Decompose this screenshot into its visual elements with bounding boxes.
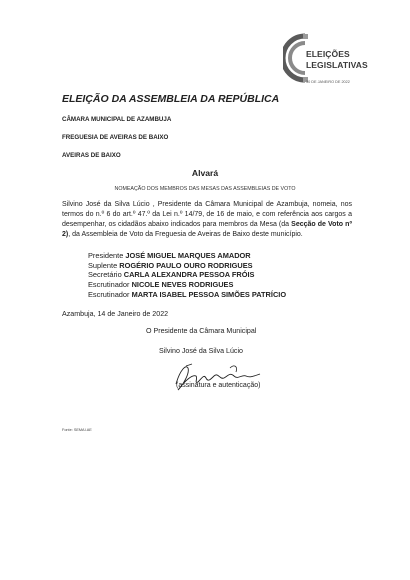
logo-text-line1: ELEIÇÕES: [306, 49, 350, 59]
member-role: Suplente: [88, 260, 118, 270]
logo-date: 30 DE JANEIRO DE 2022: [306, 80, 350, 84]
place-date: Azambuja, 14 de Janeiro de 2022: [62, 310, 169, 318]
member-role: Escrutinador: [88, 280, 130, 290]
document-subtitle: NOMEAÇÃO DOS MEMBROS DAS MESAS DAS ASSEMBLEIAS DE VOTO: [114, 186, 296, 192]
member-role: Secretário: [88, 270, 122, 280]
paragraph-bold-section: Secção de Voto nº 2): [62, 221, 352, 238]
signatory-title: O Presidente da Câmara Municipal: [146, 327, 257, 335]
member-name: JOSÉ MIGUEL MARQUES AMADOR: [125, 251, 251, 260]
member-substitute: [88, 261, 286, 271]
parish-header: FREGUESIA DE AVEIRAS DE BAIXO: [62, 134, 169, 141]
document-title: ELEIÇÃO DA ASSEMBLEIA DA REPÚBLICA: [62, 93, 280, 105]
signatory-name: Silvino José da Silva Lúcio: [159, 347, 243, 355]
signature-note: (assinatura e autenticação): [176, 382, 261, 389]
paragraph-text-2: , da Assembleia de Voto da Freguesia de Aveiras de Baixo deste município.: [68, 231, 303, 238]
paragraph-text-1: Silvino José da Silva Lúcio , Presidente da Câmara Municipal de Azambuja, nomeia, nos termos do n.º 6 do art.º 47.º da Lei n.º 14/79, de 16 de maio, e com referência aos cargos a desempenhar, os cidadãos abaixo indicados para membros da Mesa (da: [62, 201, 352, 228]
member-role: Presidente: [88, 251, 124, 260]
member-secretary: [88, 270, 286, 280]
member-president: [88, 251, 286, 261]
source-note: Fonte: SEMAI.AE: [62, 428, 92, 432]
member-scrutineer-1: [88, 280, 286, 290]
member-role: Escrutinador: [88, 289, 130, 299]
member-name: NICOLE NEVES RODRIGUES: [131, 280, 234, 290]
nomination-paragraph: [62, 200, 352, 240]
member-scrutineer-2: [88, 290, 286, 300]
member-name: ROGÉRIO PAULO OURO RODRIGUES: [119, 260, 253, 270]
members-list: [88, 251, 286, 300]
handwritten-signature-icon: [168, 360, 268, 396]
locality-header: AVEIRAS DE BAIXO: [62, 152, 121, 159]
member-name: MARTA ISABEL PESSOA SIMÕES PATRÍCIO: [131, 289, 287, 299]
logo-text-line2: LEGISLATIVAS: [306, 60, 368, 70]
document-heading: Alvará: [191, 168, 219, 178]
municipality-header: CÂMARA MUNICIPAL DE AZAMBUJA: [62, 116, 172, 123]
member-name: CARLA ALEXANDRA PESSOA FRÓIS: [123, 270, 255, 280]
